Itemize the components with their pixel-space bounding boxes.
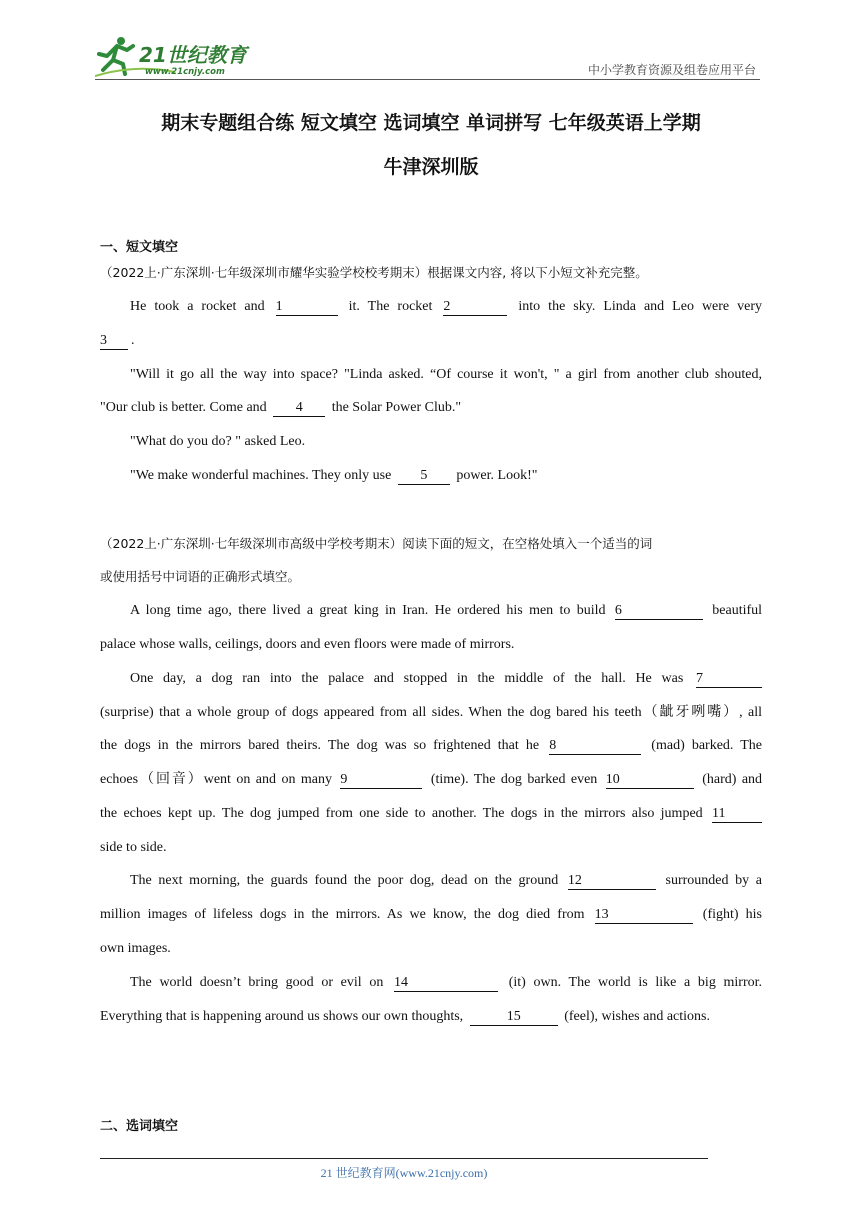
passage1-line: "Will it go all the way into space? "Linda asked. “Of course it won't, " a girl from another club shouted,: [130, 367, 762, 382]
header-rule: [95, 79, 760, 80]
blank-12: 12: [568, 873, 656, 890]
logo-url: www.21cnjy.com: [145, 67, 225, 77]
passage2-source: 或使用括号中词语的正确形式填空。: [100, 569, 301, 584]
page-footer: 21 世纪教育网(www.21cnjy.com): [320, 1166, 488, 1180]
blank-1: 1: [276, 299, 338, 316]
blank-8: 8: [549, 738, 641, 755]
section-heading-2: 二、选词填空: [100, 1119, 179, 1134]
blank-14: 14: [394, 975, 498, 992]
blank-13: 13: [595, 907, 693, 924]
passage2-line: One day, a dog ran into the palace and stopped in the middle of the hall. He was 7: [100, 669, 762, 689]
blank-3: 3: [100, 333, 128, 350]
header-platform-name: 中小学教育资源及组卷应用平台: [587, 63, 756, 77]
blank-4: 4: [273, 400, 325, 417]
passage1-line: 3 .: [100, 333, 135, 348]
logo-text: 21世纪教育: [139, 43, 247, 67]
page-header: [95, 30, 760, 80]
passage2-line: the dogs in the mirrors bared theirs. The dog was so frightened that he 8 (mad) barked. The: [100, 738, 763, 753]
footer-rule: [100, 1158, 708, 1159]
blank-7: 7: [696, 671, 762, 688]
passage1-line: "What do you do? " asked Leo.: [130, 434, 306, 449]
document-title-line2: 牛津深圳版: [383, 156, 479, 178]
passage1-line: "Our club is better. Come and 4 the Solar Power Club.": [100, 400, 462, 415]
blank-15: 15: [470, 1009, 558, 1026]
blank-9: 9: [340, 772, 422, 789]
section-heading-1: 一、短文填空: [100, 240, 179, 255]
passage2-line: side to side.: [100, 840, 167, 855]
passage1-line: "We make wonderful machines. They only use 5 power. Look!": [130, 468, 538, 483]
blank-10: 10: [606, 772, 694, 789]
document-title-line1: 期末专题组合练 短文填空 选词填空 单词拼写 七年级英语上学期: [161, 112, 701, 134]
blank-5: 5: [398, 468, 450, 485]
passage2-line: million images of lifeless dogs in the mirrors. As we know, the dog died from 13 (fight) his: [100, 907, 763, 922]
passage1-line: He took a rocket and 1 it. The rocket 2 into the sky. Linda and Leo were very: [130, 299, 763, 314]
passage2-line: echoes（回音）went on and on many 9 (time). The dog barked even 10 (hard) and: [100, 772, 763, 787]
passage2-line: (surprise) that a whole group of dogs appeared from all sides. When the dog bared his teeth（龇牙咧嘴）, all: [100, 705, 762, 720]
passage2-line: own images.: [100, 941, 171, 956]
blank-6: 6: [615, 603, 703, 620]
blank-11: 11: [712, 806, 762, 823]
passage2-line: The world doesn’t bring good or evil on 14 (it) own. The world is like a big mirror.: [130, 975, 762, 990]
passage1-source: （2022上·广东深圳·七年级深圳市耀华实验学校校考期末）根据课文内容, 将以下小短文补充完整。: [100, 265, 648, 280]
passage2-line: palace whose walls, ceilings, doors and even floors were made of mirrors.: [100, 637, 515, 652]
passage2-line: the echoes kept up. The dog jumped from one side to another. The dogs in the mirrors also jumped 11: [100, 804, 762, 824]
passage2-line: The next morning, the guards found the poor dog, dead on the ground 12 surrounded by a: [130, 873, 763, 888]
passage2-line: A long time ago, there lived a great king in Iran. He ordered his men to build 6 beautiful: [130, 603, 763, 618]
blank-2: 2: [443, 299, 507, 316]
site-logo: [95, 34, 260, 78]
passage2-line: Everything that is happening around us shows our own thoughts, 15 (feel), wishes and actions.: [100, 1009, 710, 1024]
passage2-source: （2022上·广东深圳·七年级深圳市高级中学校考期末）阅读下面的短文，在空格处填入一个适当的词: [100, 536, 653, 551]
